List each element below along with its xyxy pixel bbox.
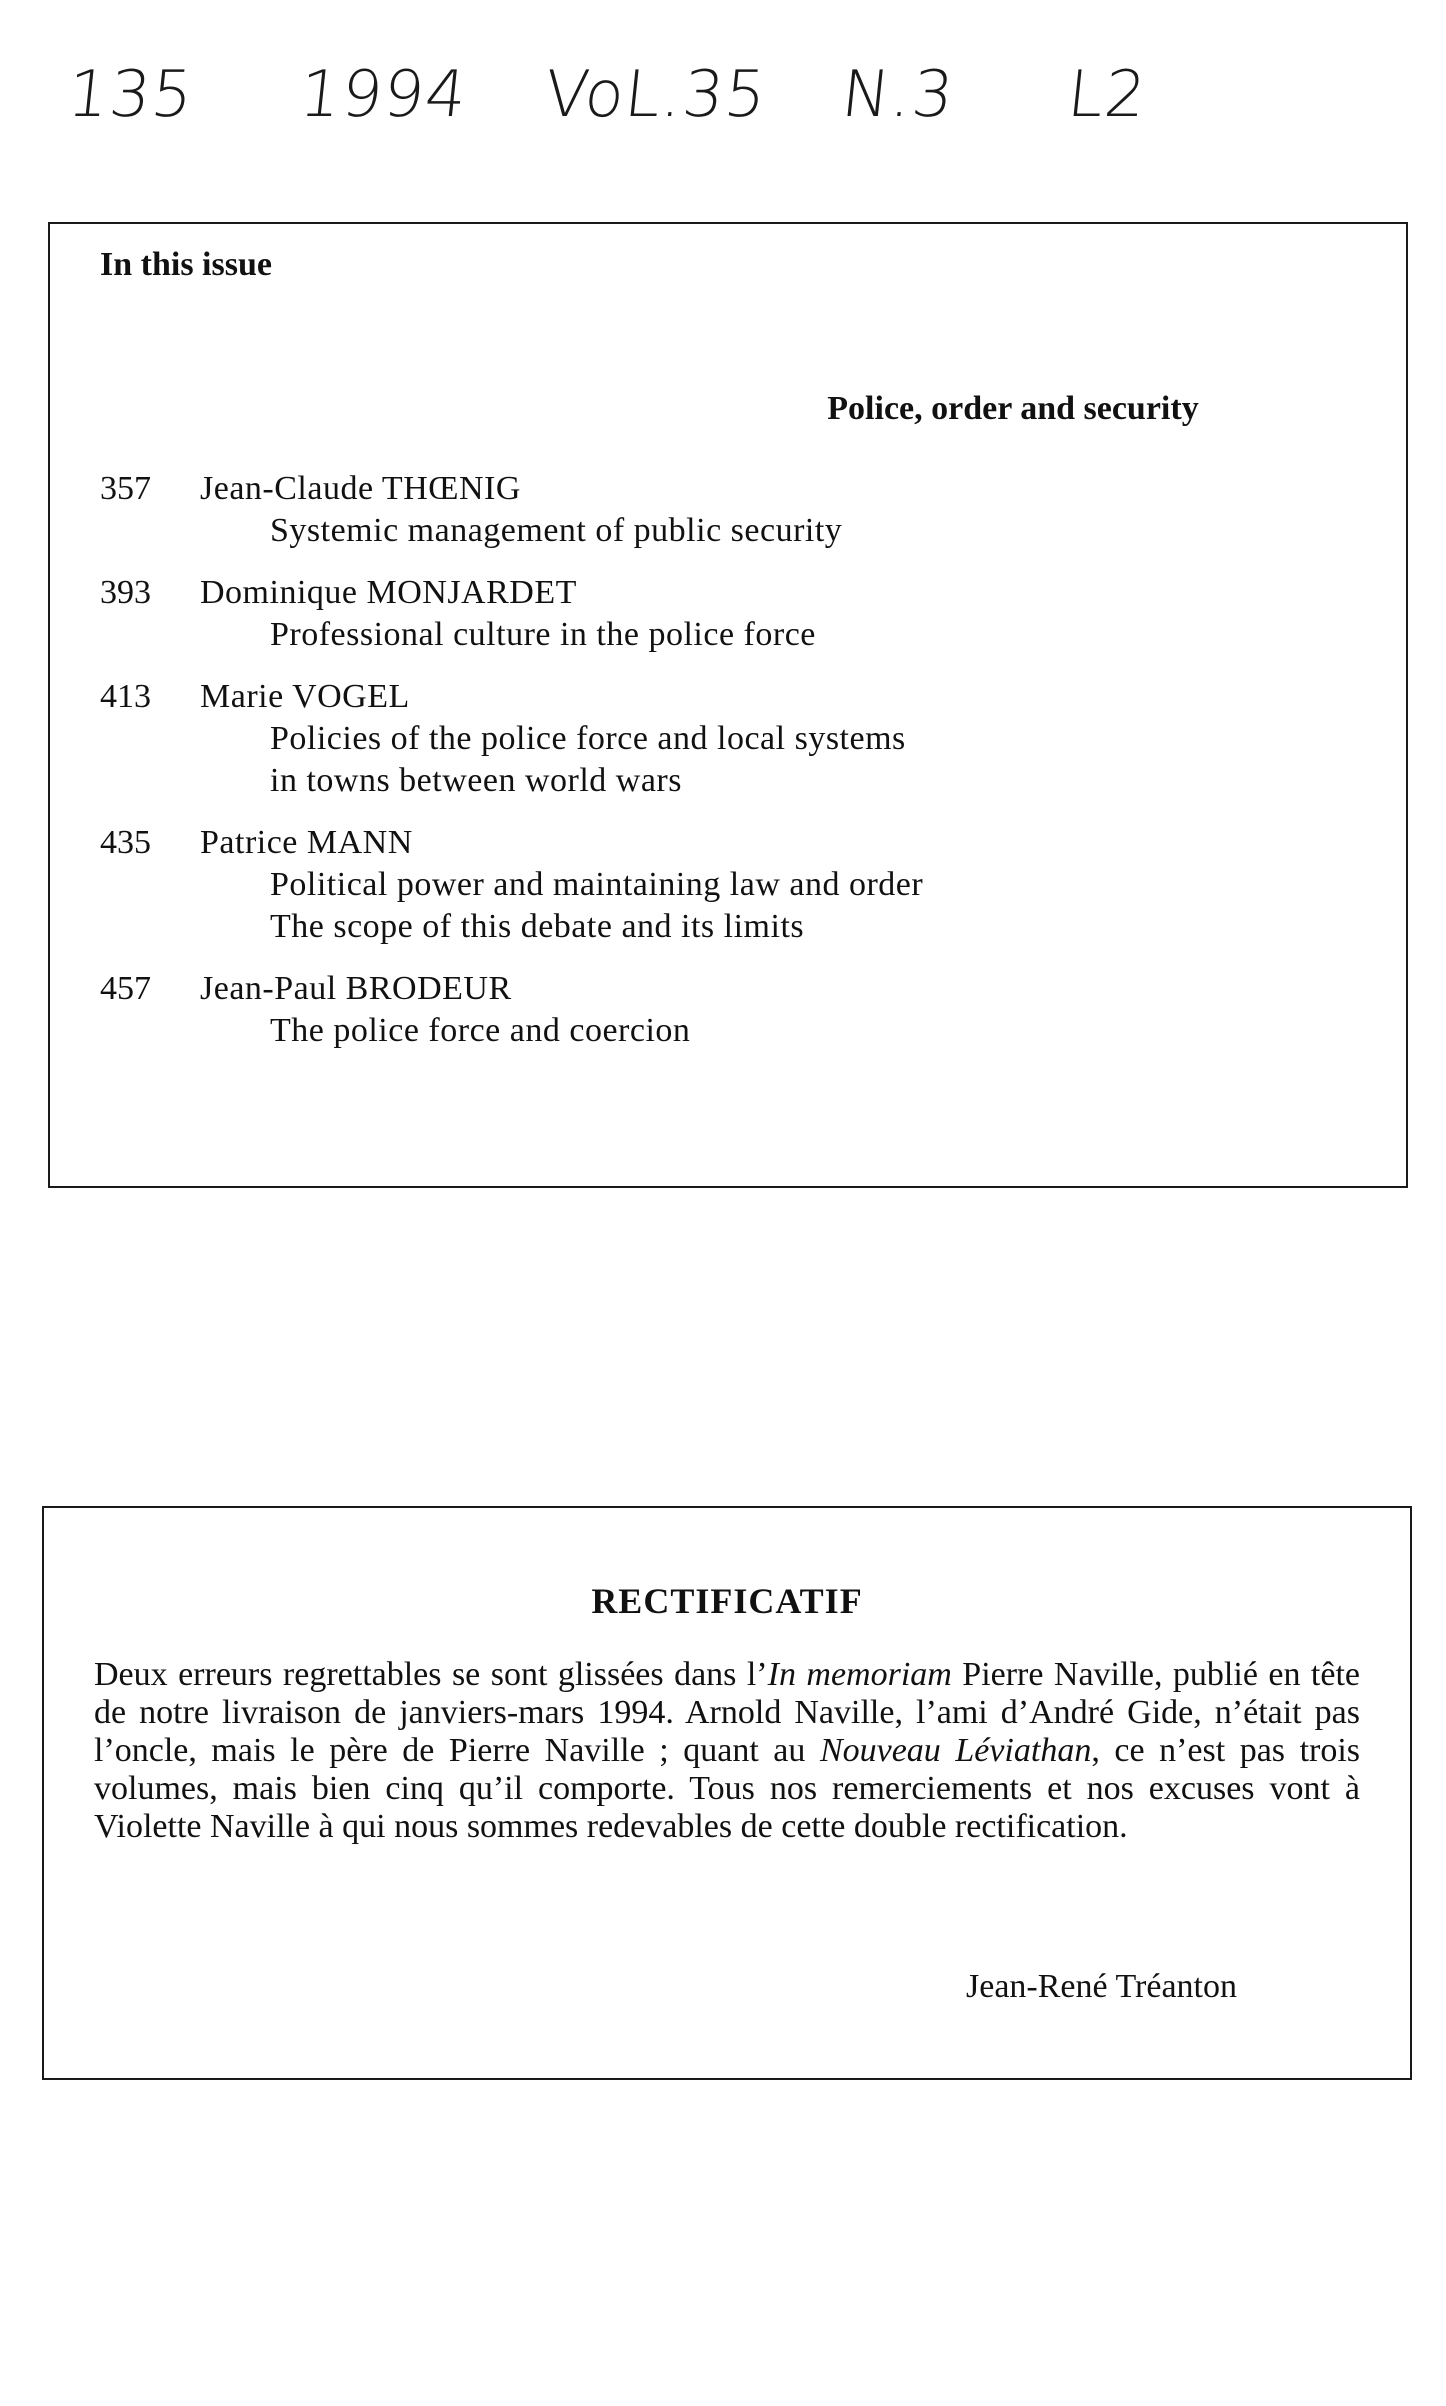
handwritten-issue: N.3 bbox=[838, 58, 958, 132]
table-of-contents-box bbox=[48, 222, 1408, 1188]
toc-entry-author: Jean-Paul BRODEUR bbox=[200, 970, 512, 1007]
rectificatif-heading: RECTIFICATIF bbox=[591, 1581, 863, 1621]
toc-entry-author: Patrice MANN bbox=[200, 824, 413, 861]
handwritten-volume: VoL.35 bbox=[541, 58, 771, 132]
toc-entry-page: 357 bbox=[100, 470, 151, 507]
toc-entry bbox=[100, 572, 1300, 656]
rectificatif-text-3: , ce n’est pas trois volumes, mais bien cinq qu’il comporte. Tous nos remerciements et nos excuses vont à Violette Naville à qui nous sommes redevables de cette double rectification. bbox=[94, 1732, 1361, 1845]
toc-entry-page: 393 bbox=[100, 574, 151, 611]
toc-entry bbox=[100, 468, 1300, 552]
toc-entry-title: Systemic management of public security bbox=[270, 512, 843, 549]
rectificatif-box bbox=[42, 1506, 1412, 2080]
rectificatif-italic-2: Nouveau Léviathan bbox=[819, 1732, 1092, 1769]
handwritten-mark: L2 bbox=[1064, 58, 1151, 132]
toc-entry-author: Jean-Claude THŒNIG bbox=[200, 470, 521, 507]
toc-entries bbox=[100, 468, 1300, 1072]
toc-entry-title: in towns between world wars bbox=[270, 762, 682, 799]
rectificatif-italic-1: In memoriam bbox=[767, 1656, 952, 1693]
toc-entry bbox=[100, 822, 1300, 948]
toc-entry-page: 413 bbox=[100, 678, 151, 715]
rectificatif-signature: Jean-René Tréanton bbox=[966, 1968, 1238, 2005]
toc-entry bbox=[100, 968, 1300, 1052]
toc-entry-title: Professional culture in the police force bbox=[270, 616, 816, 653]
toc-entry-title: The scope of this debate and its limits bbox=[270, 908, 805, 945]
handwritten-number: 135 bbox=[64, 58, 198, 132]
toc-entry bbox=[100, 676, 1300, 802]
rectificatif-text-2: Pierre Naville, publié en tête de notre livraison de janviers-mars 1994. Arnold Naville, l’ami d’André Gide, n’était pas l’oncle, mais le père de Pierre Naville ; quant au bbox=[94, 1656, 1360, 1769]
toc-entry-author: Marie VOGEL bbox=[200, 678, 410, 715]
toc-entry-title: The police force and coercion bbox=[270, 1012, 691, 1049]
toc-heading: In this issue bbox=[100, 246, 272, 283]
toc-entry-title: Political power and maintaining law and order bbox=[270, 866, 924, 903]
rectificatif-text-1: Deux erreurs regrettables se sont glissées dans l’ bbox=[94, 1656, 768, 1693]
section-title: Police, order and security bbox=[827, 390, 1199, 427]
toc-entry-page: 457 bbox=[100, 970, 151, 1007]
toc-entry-title: Policies of the police force and local systems bbox=[270, 720, 906, 757]
rectificatif-body bbox=[94, 1656, 1360, 1846]
toc-entry-page: 435 bbox=[100, 824, 151, 861]
handwritten-year: 1994 bbox=[296, 58, 471, 132]
toc-entry-author: Dominique MONJARDET bbox=[200, 574, 577, 611]
